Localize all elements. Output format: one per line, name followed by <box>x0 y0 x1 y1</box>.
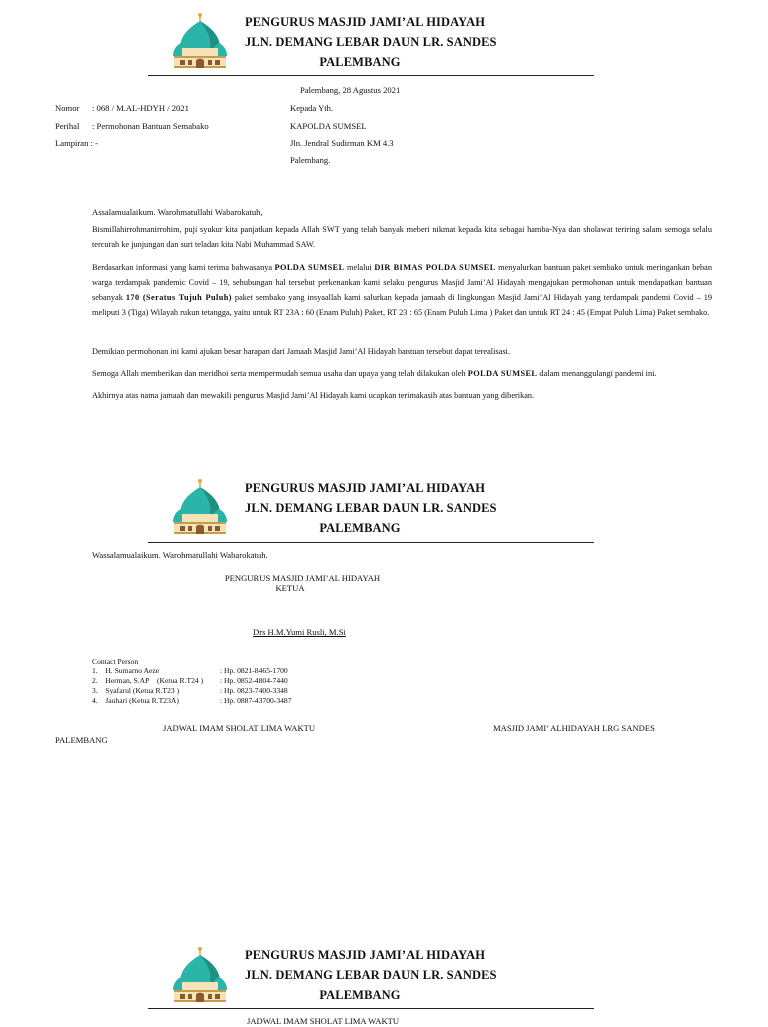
letterhead-divider <box>148 1008 594 1009</box>
letterhead-title: PENGURUS MASJID JAMI’AL HIDAYAH <box>245 15 486 29</box>
perihal-value: : Permohonan Bantuan Semabako <box>92 121 209 131</box>
mosque-logo-icon <box>170 946 230 1004</box>
nomor-label: Nomor <box>55 103 80 113</box>
contact-title: Contact Person <box>92 657 139 666</box>
recipient-line2: KAPOLDA SUMSEL <box>290 121 367 131</box>
perihal-label: Perihal <box>55 121 80 131</box>
schedule-title-bottom: JADWAL IMAM SHOLAT LIMA WAKTU <box>247 1016 400 1026</box>
letterhead-city: PALEMBANG <box>319 55 401 69</box>
letterhead-top <box>0 0 768 90</box>
nomor-value: : 068 / M.AL-HDYH / 2021 <box>92 103 189 113</box>
paragraph-5: Akhirnya atas nama jamaah dan mewakili pengurus Masjid Jami’Al Hidayah kami ucapkan terimakasih atas bantuan yang diberikan. <box>92 391 535 400</box>
contact-phone: : Hp. 0821-8465-1700 <box>220 666 288 675</box>
letterhead-divider <box>148 75 594 76</box>
letterhead-address: JLN. DEMANG LEBAR DAUN LR. SANDES <box>245 35 497 49</box>
letterhead-bottom <box>0 934 768 1024</box>
contact-name: 4. Jauhari (Ketua R.T23A) <box>92 696 179 705</box>
signer-name: Drs H.M.Yumi Rusli, M.Si <box>253 627 346 637</box>
lampiran: Lampiran : - <box>55 138 98 148</box>
mosque-logo-icon <box>170 12 230 70</box>
paragraph-2: Berdasarkan informasi yang kami terima bahwasanya POLDA SUMSEL melalui DIR BIMAS POLDA SUMSEL menyalurkan bantuan paket sembako untuk meringankan beban warga terdampak pandemic Covid – 19, sehubungan hal tersebut perkenankan kami selaku pengurus Masjid Jami’Al Hidayah mengajukan permohonan untuk mendapatkan bantuan sebanyak 170 (Seratus Tujuh Puluh) paket sembako yang insyaallah kami salurkan kepada jamaah di lingkungan Masjid Jami’Al Hidayah yang terdampak pandemi Covid – 19 meliputi 3 (Tiga) Wilayah rukun tetangga, yaitu untuk RT 23A : 60 (Enam Puluh) Paket, RT 23 : 65 (Enam Puluh Lima ) Paket dan untuk RT 24 : 45 (Empat Puluh Lima) Paket sembako. <box>92 263 713 317</box>
contact-phone: : Hp. 0852-4804-7440 <box>220 676 288 685</box>
closing-org: PENGURUS MASJID JAMI’AL HIDAYAH <box>224 573 381 583</box>
recipient-line4: Palembang. <box>290 155 331 165</box>
contact-name: 1. H. Sumarno Aeze <box>92 666 160 675</box>
recipient-line1: Kepada Yth. <box>290 103 334 113</box>
letterhead-title: PENGURUS MASJID JAMI’AL HIDAYAH <box>245 481 486 495</box>
contact-name: 2. Herman, S.AP (Ketua R.T24 ) <box>92 676 204 685</box>
letterhead-middle <box>0 466 768 556</box>
mosque-logo-icon <box>170 478 230 536</box>
letterhead-divider <box>148 542 594 543</box>
letterhead-address: JLN. DEMANG LEBAR DAUN LR. SANDES <box>245 968 497 982</box>
letterhead-title: PENGURUS MASJID JAMI’AL HIDAYAH <box>245 948 486 962</box>
schedule-mosque: MASJID JAMI’ ALHIDAYAH LRG SANDES <box>493 723 655 733</box>
paragraph-3: Demikian permohonan ini kami ajukan besar harapan dari Jamaah Masjid Jami’Al Hidayah bantuan tersebut dapat terealisasi. <box>92 347 510 356</box>
contact-name: 3. Syafarul (Ketua R.T23 ) <box>92 686 180 695</box>
paragraph-4: Semoga Allah memberikan dan meridhoi serta mempermudah semua usaha dan upaya yang telah dilakukan oleh POLDA SUMSEL dalam menanggulangi pandemi ini. <box>92 369 657 378</box>
contact-phone: : Hp. 0887-43700-3487 <box>220 696 292 705</box>
greeting: Assalamualaikum. Warohmatullahi Wabarokatuh, <box>92 207 263 217</box>
schedule-title: JADWAL IMAM SHOLAT LIMA WAKTU <box>163 723 316 733</box>
paragraph-1: Bismillahirrohmanirrohim, puji syukur kita panjatkan kepada Allah SWT yang telah banyak meberi nikmat kepada kita sebagai hamba-Nya dan sholawat teriring salam semoga selalu tercurah ke junjungan dan suri teladan kita Nabi Muhammad SAW. <box>92 225 712 249</box>
contact-phone: : Hp. 0823-7400-3348 <box>220 686 288 695</box>
letterhead-city: PALEMBANG <box>319 521 401 535</box>
closing-salam: Wassalamualaikum. Warohmatullahi Wabarokatuh. <box>92 550 268 560</box>
letterhead-city: PALEMBANG <box>319 988 401 1002</box>
schedule-city: PALEMBANG <box>55 735 108 745</box>
letterhead-address: JLN. DEMANG LEBAR DAUN LR. SANDES <box>245 501 497 515</box>
letter-date: Palembang, 28 Agustus 2021 <box>300 85 401 95</box>
recipient-line3: Jln. Jendral Sudirman KM 4.3 <box>290 138 394 148</box>
closing-role: KETUA <box>275 583 305 593</box>
